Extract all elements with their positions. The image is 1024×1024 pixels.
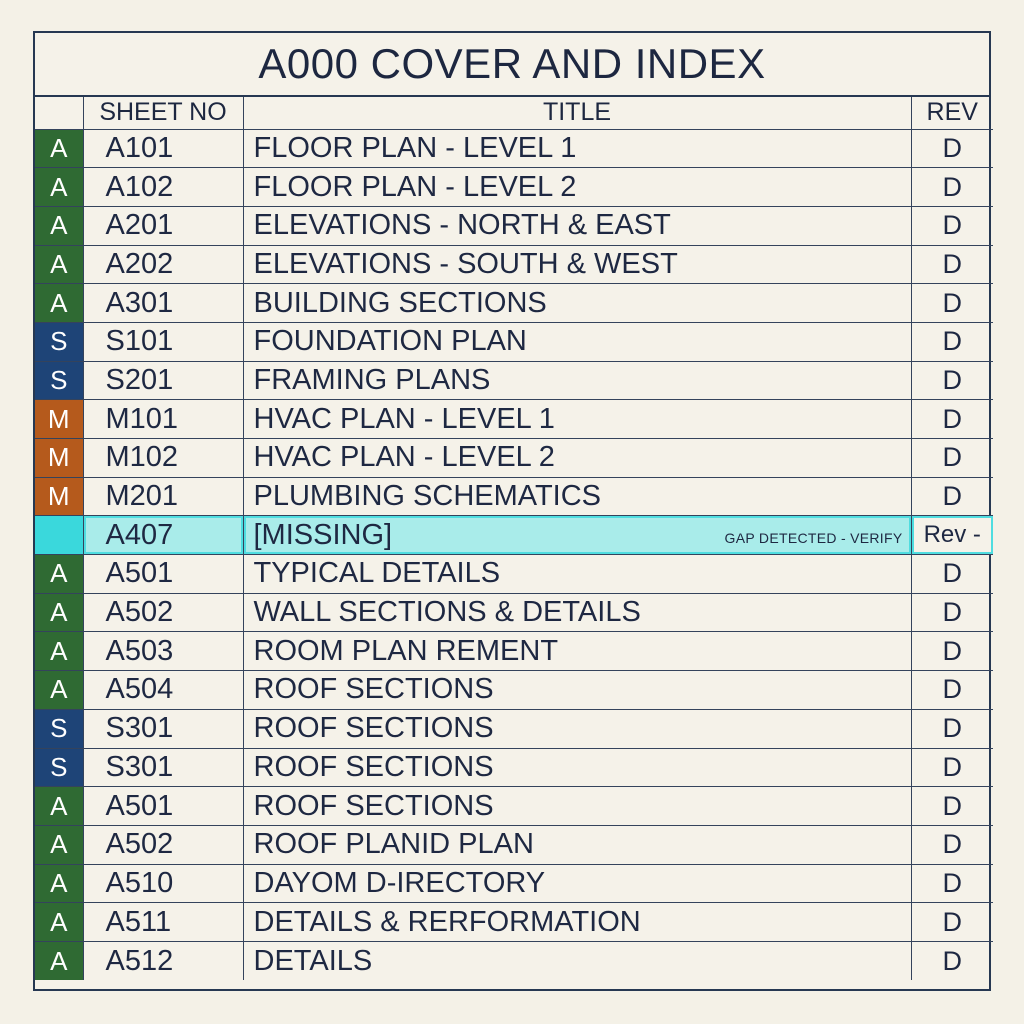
table-row[interactable] <box>35 129 993 168</box>
discipline-badge: S <box>35 709 83 748</box>
header-title: TITLE <box>243 97 911 129</box>
revision-cell: D <box>911 400 993 439</box>
table-row[interactable] <box>35 787 993 826</box>
revision-cell: D <box>911 284 993 323</box>
revision-cell: D <box>911 168 993 207</box>
sheet-number: A301 <box>83 284 243 323</box>
sheet-number: A510 <box>83 864 243 903</box>
table-row[interactable] <box>35 555 993 594</box>
revision-cell: D <box>911 322 993 361</box>
sheet-number: A501 <box>83 555 243 594</box>
sheet-title-cell: PLUMBING SCHEMATICS <box>243 477 911 516</box>
table-row[interactable] <box>35 632 993 671</box>
sheet-title-cell: ROOF SECTIONS <box>243 748 911 787</box>
revision-cell: D <box>911 825 993 864</box>
revision-cell: D <box>911 129 993 168</box>
sheet-number: A502 <box>83 825 243 864</box>
table-row-gap[interactable] <box>35 516 993 555</box>
revision-cell: D <box>911 748 993 787</box>
revision-cell: D <box>911 709 993 748</box>
revision-cell: D <box>911 245 993 284</box>
sheet-title-cell: HVAC PLAN - LEVEL 2 <box>243 439 911 478</box>
discipline-badge: M <box>35 477 83 516</box>
discipline-badge: A <box>35 671 83 710</box>
discipline-badge: A <box>35 555 83 594</box>
discipline-badge: S <box>35 748 83 787</box>
revision-cell: D <box>911 361 993 400</box>
revision-cell: D <box>911 206 993 245</box>
discipline-badge: A <box>35 787 83 826</box>
header-row <box>35 97 993 129</box>
sheet-number: A102 <box>83 168 243 207</box>
table-row[interactable] <box>35 439 993 478</box>
sheet-number: S301 <box>83 748 243 787</box>
sheet-title: A000 COVER AND INDEX <box>35 33 989 97</box>
sheet-title-cell: FLOOR PLAN - LEVEL 2 <box>243 168 911 207</box>
sheet-title-cell: FLOOR PLAN - LEVEL 1 <box>243 129 911 168</box>
discipline-badge: M <box>35 439 83 478</box>
drawing-index-sheet <box>33 31 991 991</box>
sheet-title-cell: HVAC PLAN - LEVEL 1 <box>243 400 911 439</box>
sheet-number: A504 <box>83 671 243 710</box>
table-row[interactable] <box>35 671 993 710</box>
discipline-badge: S <box>35 322 83 361</box>
table-row[interactable] <box>35 825 993 864</box>
sheet-title-cell: ROOM PLAN REMENT <box>243 632 911 671</box>
table-row[interactable] <box>35 864 993 903</box>
revision-cell: D <box>911 477 993 516</box>
sheet-title-cell: ROOF SECTIONS <box>243 671 911 710</box>
sheet-number: A101 <box>83 129 243 168</box>
sheet-rows <box>35 129 993 980</box>
revision-cell: Rev - <box>911 516 993 555</box>
table-row[interactable] <box>35 748 993 787</box>
sheet-number: A501 <box>83 787 243 826</box>
sheet-title-cell <box>243 516 911 555</box>
sheet-title-cell: FRAMING PLANS <box>243 361 911 400</box>
sheet-number: A407 <box>83 516 243 555</box>
discipline-badge: A <box>35 825 83 864</box>
sheet-number: M102 <box>83 439 243 478</box>
sheet-index-table <box>35 97 993 980</box>
discipline-badge: A <box>35 206 83 245</box>
sheet-title-cell: DETAILS & RERFORMATION <box>243 903 911 942</box>
sheet-title-cell: TYPICAL DETAILS <box>243 555 911 594</box>
discipline-badge: A <box>35 632 83 671</box>
revision-cell: D <box>911 671 993 710</box>
revision-cell: D <box>911 439 993 478</box>
discipline-badge: A <box>35 245 83 284</box>
sheet-title-cell: DAYOM D-IRECTORY <box>243 864 911 903</box>
revision-cell: D <box>911 787 993 826</box>
table-row[interactable] <box>35 400 993 439</box>
table-row[interactable] <box>35 284 993 323</box>
header-discipline <box>35 97 83 129</box>
table-row[interactable] <box>35 709 993 748</box>
discipline-badge: A <box>35 941 83 980</box>
sheet-number: A511 <box>83 903 243 942</box>
sheet-title-cell: WALL SECTIONS & DETAILS <box>243 593 911 632</box>
table-row[interactable] <box>35 168 993 207</box>
sheet-number: M101 <box>83 400 243 439</box>
sheet-title-cell: FOUNDATION PLAN <box>243 322 911 361</box>
header-sheet-no: SHEET NO <box>83 97 243 129</box>
sheet-title-cell: BUILDING SECTIONS <box>243 284 911 323</box>
missing-sheet-title: [MISSING] <box>253 518 393 551</box>
sheet-number: A202 <box>83 245 243 284</box>
gap-warning-note: GAP DETECTED - VERIFY <box>724 530 903 547</box>
discipline-badge: A <box>35 129 83 168</box>
sheet-number: A503 <box>83 632 243 671</box>
sheet-title-cell: DETAILS <box>243 941 911 980</box>
revision-cell: D <box>911 864 993 903</box>
revision-cell: D <box>911 941 993 980</box>
sheet-number: M201 <box>83 477 243 516</box>
sheet-number: S201 <box>83 361 243 400</box>
header-rev: REV <box>911 97 993 129</box>
sheet-number: A502 <box>83 593 243 632</box>
sheet-number: S301 <box>83 709 243 748</box>
table-row[interactable] <box>35 322 993 361</box>
sheet-title-cell: ROOF SECTIONS <box>243 709 911 748</box>
sheet-number: A201 <box>83 206 243 245</box>
sheet-title-cell: ROOF PLANID PLAN <box>243 825 911 864</box>
sheet-title-cell: ELEVATIONS - NORTH & EAST <box>243 206 911 245</box>
sheet-title-cell: ROOF SECTIONS <box>243 787 911 826</box>
discipline-badge: A <box>35 593 83 632</box>
discipline-badge: M <box>35 400 83 439</box>
revision-cell: D <box>911 555 993 594</box>
sheet-number: A512 <box>83 941 243 980</box>
discipline-badge <box>35 516 83 555</box>
table-row[interactable] <box>35 941 993 980</box>
discipline-badge: A <box>35 903 83 942</box>
discipline-badge: S <box>35 361 83 400</box>
table-row[interactable] <box>35 903 993 942</box>
table-row[interactable] <box>35 206 993 245</box>
revision-cell: D <box>911 593 993 632</box>
revision-cell: D <box>911 632 993 671</box>
table-row[interactable] <box>35 361 993 400</box>
revision-cell: D <box>911 903 993 942</box>
table-row[interactable] <box>35 593 993 632</box>
sheet-title-cell: ELEVATIONS - SOUTH & WEST <box>243 245 911 284</box>
discipline-badge: A <box>35 864 83 903</box>
discipline-badge: A <box>35 284 83 323</box>
table-row[interactable] <box>35 245 993 284</box>
table-row[interactable] <box>35 477 993 516</box>
sheet-number: S101 <box>83 322 243 361</box>
discipline-badge: A <box>35 168 83 207</box>
